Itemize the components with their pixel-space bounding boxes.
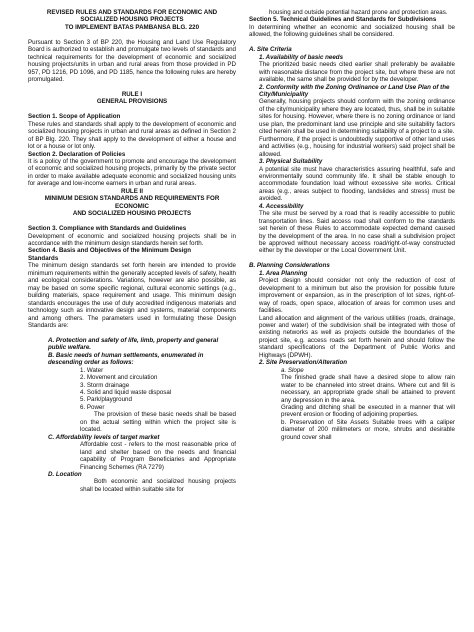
document-title-line-3: TO IMPLEMENT BATAS PAMBANSA BLG. 220 [64, 23, 200, 31]
planning-considerations-heading: B. Planning Considerations [249, 262, 330, 270]
section-2-heading: Section 2. Declaration of Policies [28, 150, 126, 158]
rule-2-title-line-2: ECONOMIC [114, 202, 150, 210]
basic-need-item: 4. Solid and liquid waste disposal [80, 389, 172, 397]
basic-need-item: 5. Park/playground [80, 396, 132, 404]
criterion-1-heading: 1. Availability of basic needs [259, 53, 344, 61]
basic-need-item: 1. Water [80, 366, 104, 374]
criterion-2-body-continued: Furthermore, if the project is undoubtedly supportive of other land uses and activities (e.g., housing for industrial workers) said project shall be allowed. [259, 135, 455, 158]
parameter-a: A. Protection and safety of life, limb, property and general public welfare. [48, 336, 219, 352]
criterion-4-heading: 4. Accessibility [259, 202, 304, 210]
rule-1-title: GENERAL PROVISIONS [96, 98, 168, 106]
criterion-4-body: The site must be served by a road that is readily accessible to public transportation lines. Said access road shall conform to the standards set herein of these Rules to accommodate expected demand caused by the development of the area. In no case shall a subdivision project be approved without necessary access road/right-of-way constructed either by the developer or the Local Government Unit. [259, 210, 455, 255]
basic-needs-note: The provision of these basic needs shall be based on the actual setting within which the project site is located. [80, 411, 236, 434]
right-column [249, 9, 455, 441]
affordability-body: Affordable cost - refers to the most reasonable price of land and shelter based on the needs and financial capability of Program Beneficiaries and Appropriate Financing Schemes (RA 7279) [80, 441, 236, 471]
rule-2-title-line-3: AND SOCIALIZED HOUSING PROJECTS [72, 210, 192, 218]
criterion-3-heading: 3. Physical Suitability [259, 158, 323, 166]
area-planning-heading: 1. Area Planning [259, 269, 308, 277]
intro-paragraph: Pursuant to Section 3 of BP 220, the Housing and Land Use Regulatory Board is authorized to establish and promulgate two levels of standards and technical requirements for the development of economic and socialized housing projects/units in urban and rural areas from those provided in PD 957, PD 1216, PD 1096, and PD 1185, hence the following rules are hereby promulgated. [28, 38, 236, 84]
site-preservation-heading: 2. Site Preservation/Alteration [259, 359, 348, 367]
document-title-line-1: REVISED RULES AND STANDARDS FOR ECONOMIC AND [46, 9, 218, 16]
rule-2-title-line-1: MINIMUM DESIGN STANDARDS AND REQUIREMENTS FOR [44, 195, 220, 203]
criterion-2-heading: 2. Conformity with the Zoning Ordinance or Land Use Plan of the City/Municipality [259, 83, 450, 98]
area-planning-body: Project design should consider not only the reduction of cost of development to a minimum but also the provision for possible future improvement or expansion, as in the prescription of lot sizes, right-of-way of roads, open space, allocation of areas for common uses and facilities. [259, 277, 455, 315]
slope-heading: a. Slope [281, 366, 304, 374]
rule-1-heading: RULE I [121, 90, 143, 98]
section-1-body: These rules and standards shall apply to the development of economic and socialized housing projects in urban and rural areas as defined in Section 2 of BP Blg. 220. They shall apply to the development of either a house and lot or a house or lot only. [28, 120, 236, 151]
section-4-heading-line-1: Section 4. Basis and Objectives of the Minimum Design [28, 247, 191, 255]
parameter-b: B. Basic needs of human settlements, enumerated in descending order as follows: [48, 351, 204, 367]
section-3-body: Development of economic and socialized housing projects shall be in accordance with the minimum design standards herein set forth. [28, 232, 236, 247]
document-title-line-2: SOCIALIZED HOUSING PROJECTS [80, 16, 184, 24]
criterion-3-body: A potential site must have characteristics assuring healthful, safe and environmentally sound community life. It shall be stable enough to accommodate foundation load without excessive site works. Critical areas (e.g., areas subject to flooding, landslides and stress) must be avoided. [259, 165, 455, 203]
location-continued: housing and outside potential hazard prone and protection areas. [269, 9, 448, 16]
basic-need-item: 3. Storm drainage [80, 381, 130, 389]
area-planning-body-continued: Land allocation and alignment of the various utilities (roads, drainage, power and water) of the subdivision shall be integrated with those of existing networks as well as projects outside the boundaries of the project site, e.g. access roads set forth herein and should follow the standard specifications of the Department of Public Works and Highways (DPWH). [259, 314, 455, 359]
site-assets-body: b. Preservation of Site Assets Suitable trees with a caliper diameter of 200 millimeters or more, shrubs and desirable ground cover shall [281, 418, 455, 441]
parameter-d: D. Location [48, 471, 82, 479]
slope-body: The finished grade shall have a desired slope to allow rain water to be channeled into street drains. Where cut and fill is necessary, an appropriate grade shall be attained to prevent any depression in the area. [281, 374, 455, 404]
slope-body-continued: Grading and ditching shall be executed in a manner that will prevent erosion or flooding of adjoining properties. [281, 403, 455, 419]
basic-need-item: 2. Movement and circulation [80, 374, 158, 382]
section-5-body: In determining whether an economic and socialized housing shall be allowed, the following guidelines shall be considered. [249, 23, 455, 39]
rule-2-heading: RULE II [120, 187, 143, 195]
section-4-body: The minimum design standards set forth herein are intended to provide minimum requirements within the generally accepted levels of safety, health and ecological considerations. Variations, however are also possible, as may be based on some specific regional, cultural economic settings (e.g., building materials, space requirement and usage. This minimum design standards encourages the use of duly accredited indigenous materials and technology such as innovative design and systems, material components and among others. The parameters used in formulating these Design Standards are: [28, 262, 236, 329]
site-criteria-heading: A. Site Criteria [249, 46, 292, 54]
criterion-2-body: Generally, housing projects should conform with the zoning ordinance of the city/municipality where they are located, thus, shall be in suitable sites for housing. However, where there is no zoning ordinance or land use plan, the predominant land use principle and site suitability factors cited herein shall be used in determining suitability of a project to a site. [259, 98, 455, 136]
parameter-c: C. Affordability levels of target market [48, 433, 160, 441]
section-5-heading: Section 5. Technical Guidelines and Standards for Subdivisions [249, 16, 437, 24]
location-body: Both economic and socialized housing projects shall be located within suitable site for [80, 478, 236, 493]
section-2-body: It is a policy of the government to promote and encourage the development of economic and socialized housing projects, primarily by the private sector in order to make available adequate economic and socialized housing units for average and low-income earners in urban and rural areas. [28, 158, 236, 188]
criterion-1-body: The prioritized basic needs cited earlier shall preferably be available with reasonable distance from the project site, but where these are not available, the same shall be provided for by the developer. [259, 61, 455, 84]
section-1-heading: Section 1. Scope of Application [28, 113, 121, 121]
section-4-heading-line-2: Standards [28, 254, 59, 262]
section-3-heading: Section 3. Compliance with Standards and Guidelines [28, 225, 187, 233]
left-column [28, 9, 236, 493]
basic-need-item: 6. Power [80, 403, 105, 411]
